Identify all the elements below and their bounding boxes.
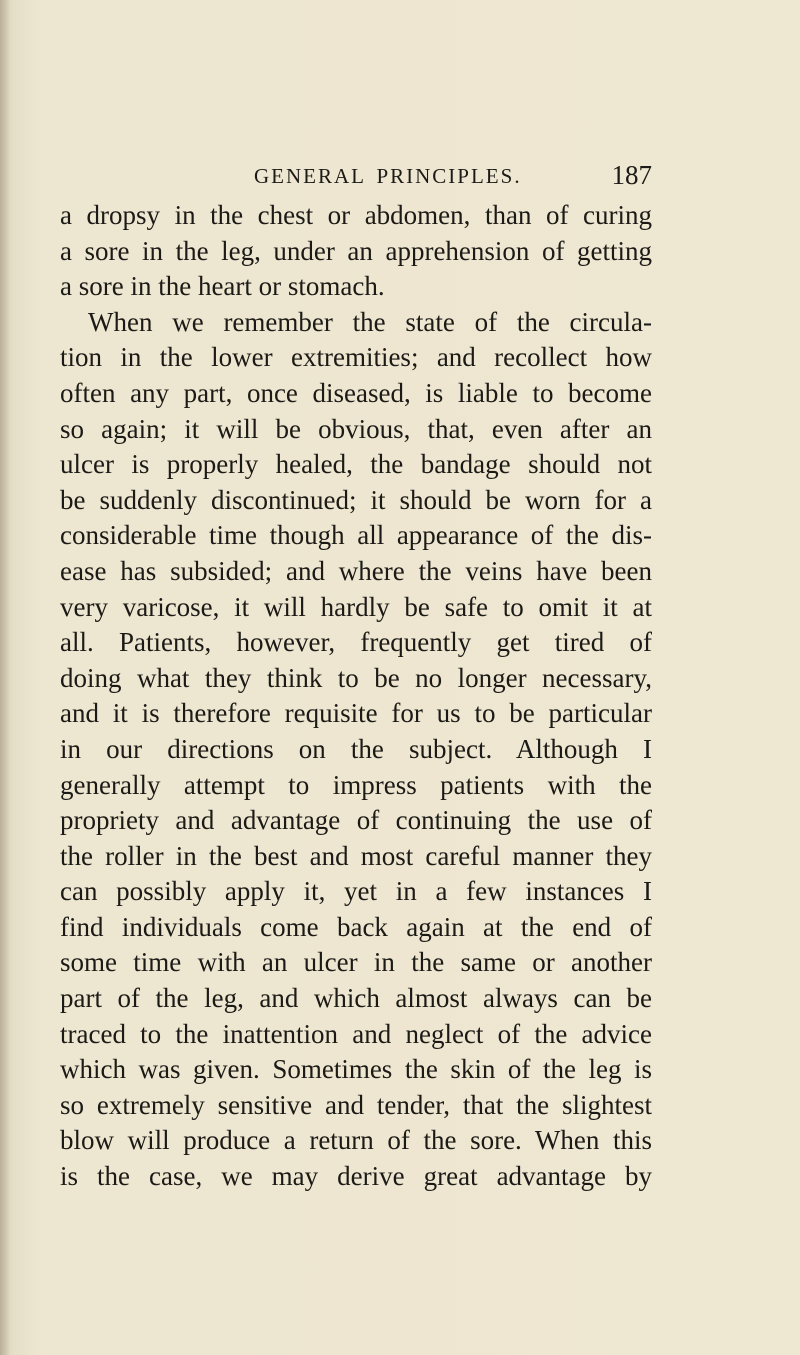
text-line: all. Patients, however, frequently get tired of	[60, 627, 652, 658]
text-line: find individuals come back again at the end of	[60, 911, 652, 942]
text-line: and it is therefore requisite for us to be particular	[60, 698, 652, 729]
text-line: a dropsy in the chest or abdomen, than of curing	[60, 200, 652, 230]
text-line: considerable time though all appearance of the dis-	[60, 520, 652, 551]
text-line: part of the leg, and which almost always can be	[60, 983, 652, 1014]
text-line: blow will produce a return of the sore. When this	[60, 1125, 652, 1156]
text-line: can possibly apply it, yet in a few instances I	[60, 876, 652, 907]
text-line: ulcer is properly healed, the bandage should not	[60, 449, 652, 480]
text-line: very varicose, it will hardly be safe to omit it at	[60, 591, 652, 622]
text-line: doing what they think to be no longer necessary,	[60, 662, 652, 693]
text-line: so extremely sensitive and tender, that the slightest	[60, 1089, 652, 1120]
body-text	[60, 198, 652, 1195]
text-line: traced to the inattention and neglect of the advice	[60, 1018, 652, 1049]
text-line: some time with an ulcer in the same or another	[60, 947, 652, 978]
text-line: propriety and advantage of continuing the use of	[60, 805, 652, 836]
text-line: generally attempt to impress patients with the	[60, 769, 652, 800]
text-line: the roller in the best and most careful manner they	[60, 840, 652, 871]
running-head-title: GENERAL PRINCIPLES.	[254, 164, 522, 188]
running-head	[60, 160, 652, 194]
text-line: is the case, we may derive great advantage by	[60, 1161, 652, 1192]
text-line: which was given. Sometimes the skin of the leg is	[60, 1054, 652, 1085]
page-gutter-shadow	[0, 0, 10, 1355]
text-line: tion in the lower extremities; and recollect how	[60, 342, 652, 373]
text-line: in our directions on the subject. Although I	[60, 733, 652, 764]
text-line: ease has subsided; and where the veins have been	[60, 555, 652, 586]
text-line: a sore in the heart or stomach.	[60, 271, 385, 302]
text-line: so again; it will be obvious, that, even after an	[60, 413, 652, 444]
text-line: a sore in the leg, under an apprehension of getting	[60, 235, 652, 266]
page-number: 187	[611, 160, 652, 190]
text-line: be suddenly discontinued; it should be worn for a	[60, 484, 652, 515]
text-line: often any part, once diseased, is liable to become	[60, 377, 652, 408]
text-line: When we remember the state of the circula-	[88, 306, 652, 337]
